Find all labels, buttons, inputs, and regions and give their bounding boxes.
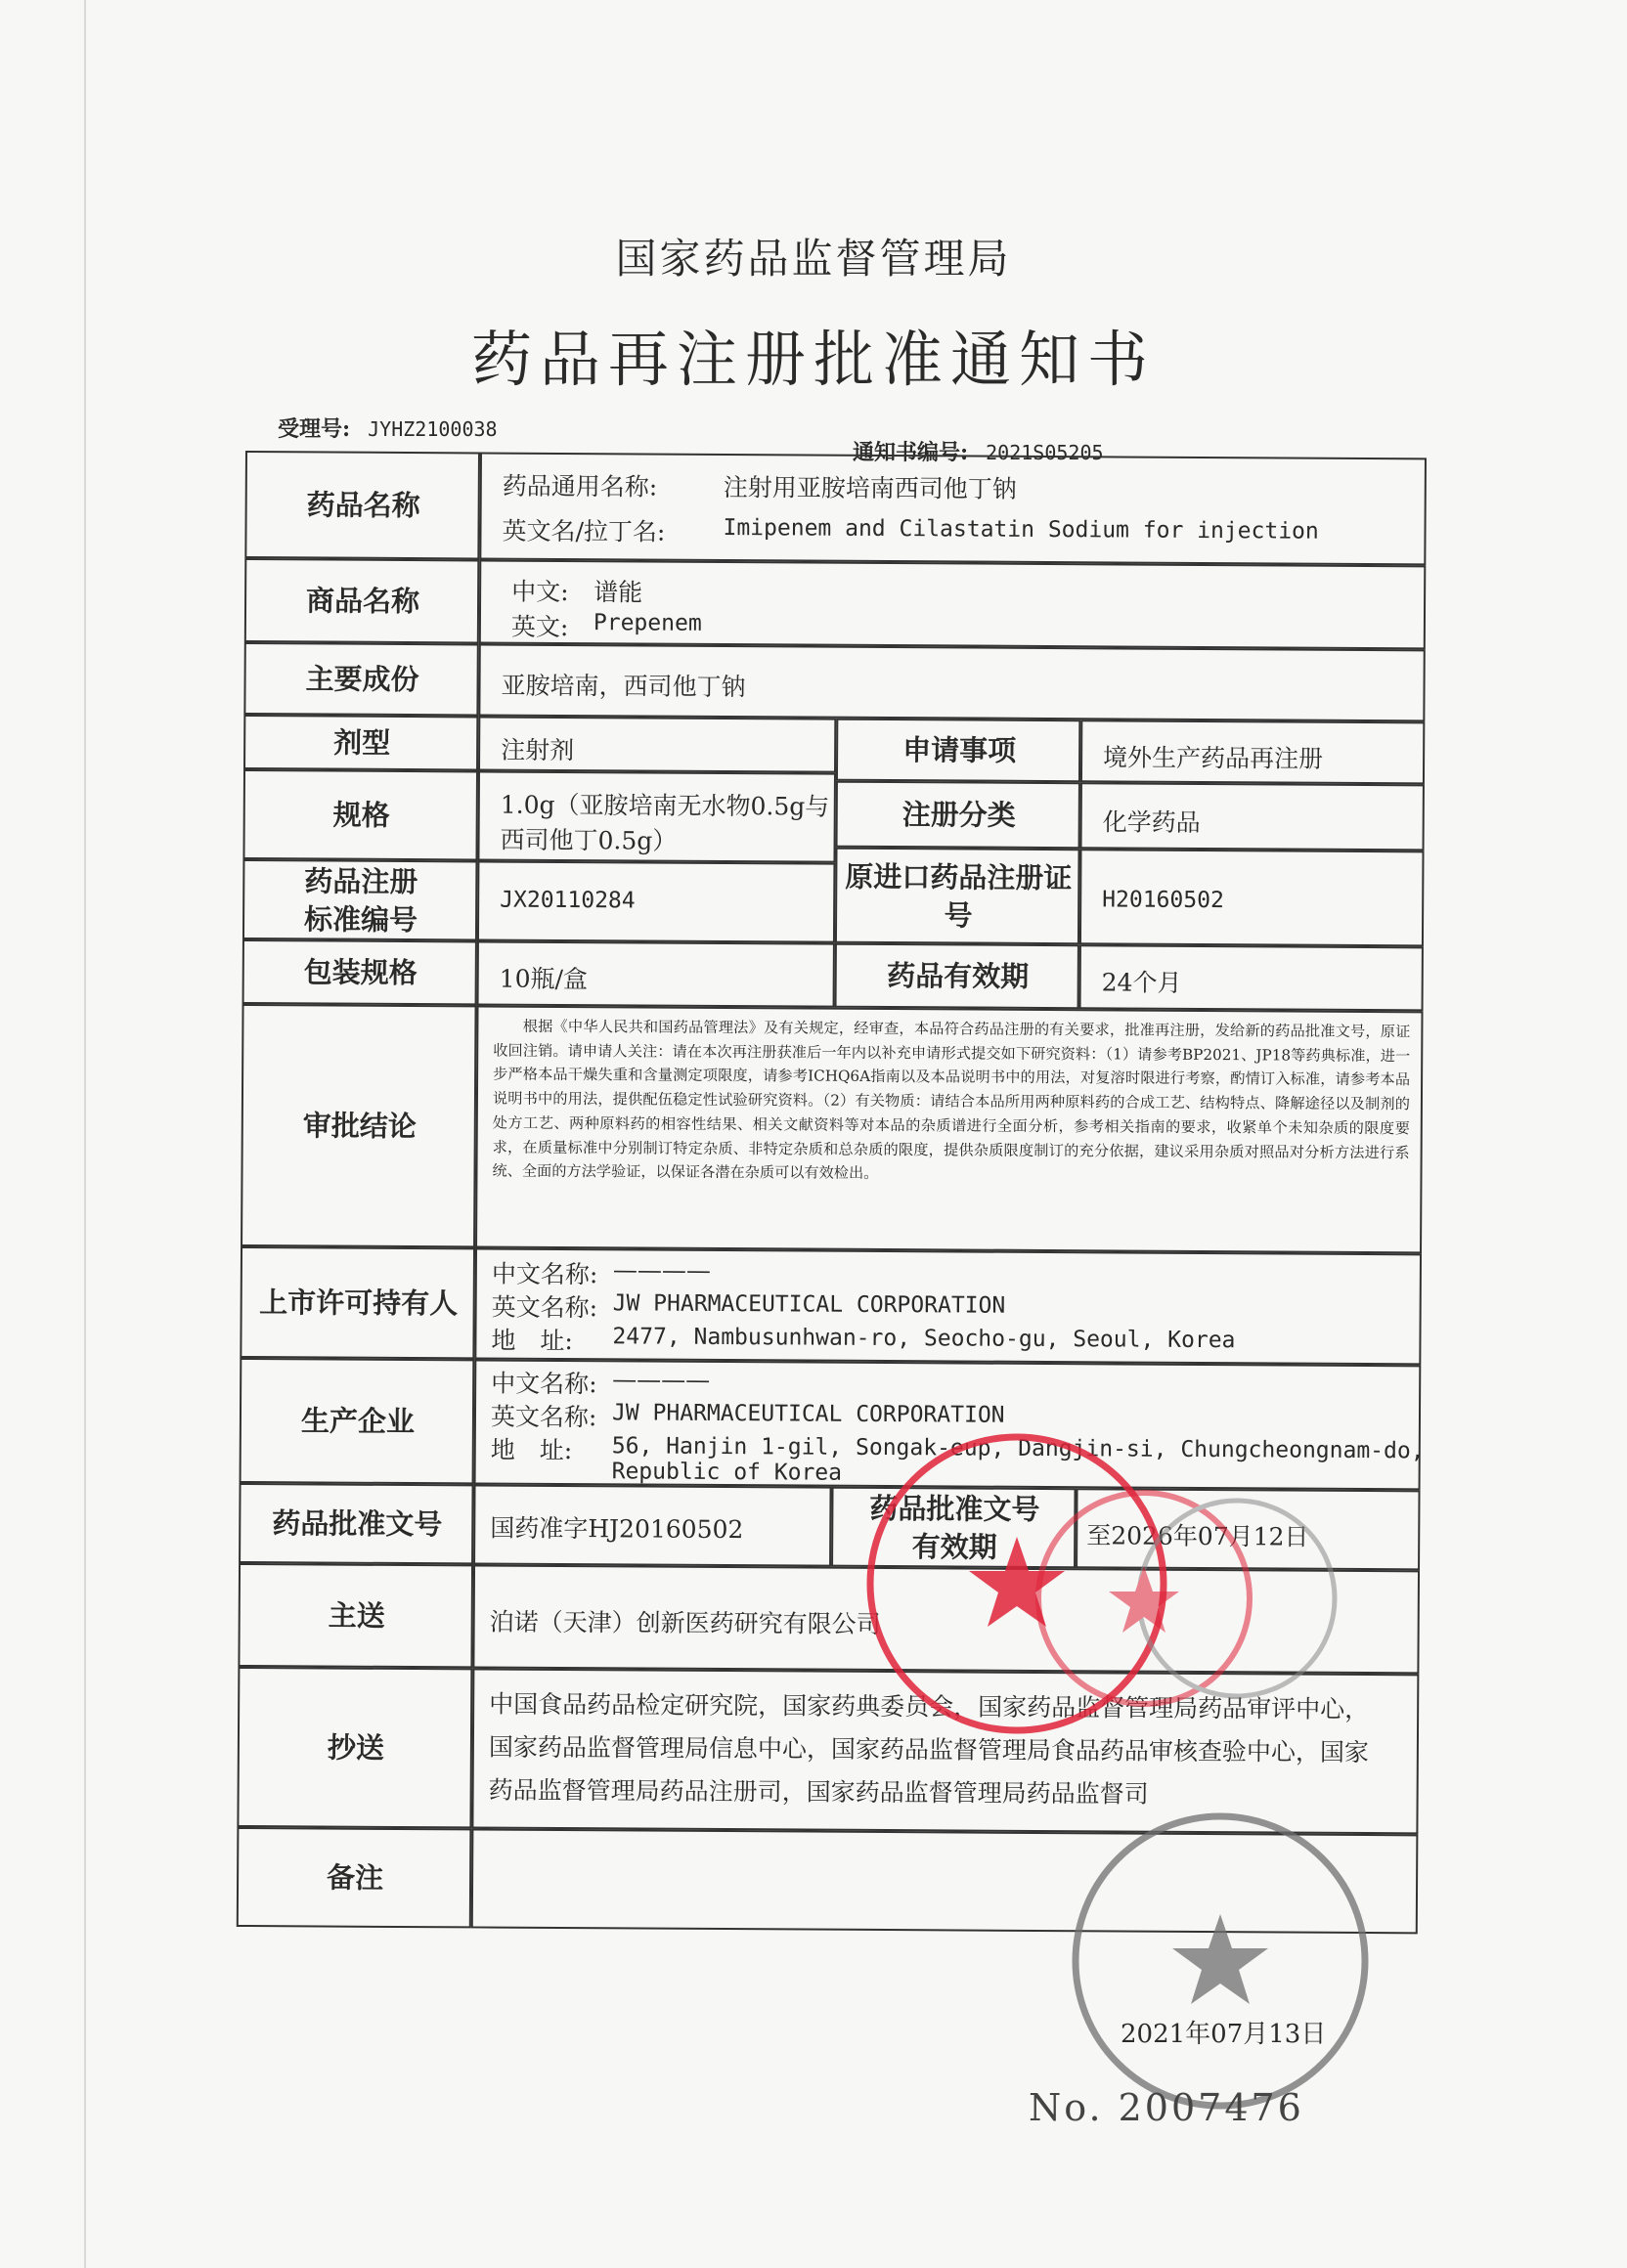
label-conclusion: 审批结论 (302, 1109, 417, 1144)
mah-address-label: 地 址: (491, 1326, 573, 1356)
acceptance-number (278, 413, 498, 443)
label-drug-name: 药品名称 (306, 488, 420, 523)
generic-name-value: 注射用亚胺培南西司他丁钠 (723, 472, 1017, 503)
label-mah: 上市许可持有人 (259, 1286, 459, 1321)
send-to-value: 泊诺（天津）创新医药研究有限公司 (489, 1607, 881, 1638)
conclusion-text: 根据《中华人民共和国药品管理法》及有关规定，经审查，本品符合药品注册的有关要求，批准再注册，发给新的药品批准文号，原证收回注销。请申请人关注：请在本次再注册获准后一年内以补充申请形式提交如下研究资料：（1）请参考BP2021、JP18等药典标准，进一步严格本品干燥失重和含量测定项限度，请参考ICHQ6A指南以及本品说明书中的用法，对复溶时限进行考察，酌情订入标准，请参考本品说明书中的用法，提供配伍稳定性试验研究资料。（2）有关物质：请结合本品所用两种原料药的合成工艺、结构特点、降解途径以及制剂的处方工艺、两种原料药的相容性结果、相关文献资料等对本品的杂质谱进行全面分析，参考相关指南的要求，收紧单个未知杂质的限度要求，在质量标准中分别制订特定杂质、非特定杂质和总杂质的限度，提供杂质限度制订的充分依据，建议采用杂质对照品对分析方法进行系统、全面的方法学验证，以保证各潜在杂质可以有效检出。 (492, 1017, 1411, 1183)
original-certificate-value: H20160502 (1102, 887, 1224, 914)
standard-number-value: JX20110284 (500, 887, 636, 914)
manufacturer-en-value: JW PHARMACEUTICAL CORPORATION (611, 1400, 1005, 1428)
label-original-certificate (836, 849, 1081, 946)
std-label-line-1: 药品注册 (304, 864, 418, 898)
english-name-value: Imipenem and Cilastatin Sodium for injection (723, 514, 1319, 545)
trade-en-label: 英文: (510, 612, 569, 642)
approval-number-value: 国药准字HJ20160502 (490, 1513, 744, 1545)
company-seal-upper (939, 1486, 1349, 1711)
label-remarks: 备注 (326, 1860, 384, 1896)
notice-value: 2021S05205 (986, 441, 1104, 464)
issue-date: 2021年07月13日 (1121, 2020, 1327, 2049)
generic-name-label: 药品通用名称: (502, 471, 658, 502)
label-reg-category: 注册分类 (901, 798, 1016, 833)
approval-validity-line-2: 有效期 (911, 1530, 997, 1564)
reg-category-value: 化学药品 (1102, 807, 1201, 837)
label-trade-name: 商品名称 (305, 584, 420, 619)
notice-label: 通知书编号: (853, 440, 969, 465)
issuing-authority: 国家药品监督管理局 (615, 235, 1012, 283)
acceptance-value: JYHZ2100038 (368, 417, 498, 441)
manufacturer-address-line-2: Republic of Korea (611, 1459, 843, 1486)
manufacturer-address-line-1: 56, Hanjin 1-gil, Songak-eup, Dangjin-si, Chungcheongnam-do, (611, 1433, 1425, 1464)
label-dosage-form: 剂型 (333, 725, 391, 761)
label-packaging: 包装规格 (303, 955, 418, 990)
trade-en-value: Prepenem (593, 610, 702, 636)
ingredients-value: 亚胺培南，西司他丁钠 (501, 671, 746, 702)
orig-label-line-2: 号 (944, 898, 973, 933)
label-ingredients: 主要成份 (305, 662, 419, 697)
label-cc: 抄送 (327, 1730, 385, 1766)
label-validity: 药品有效期 (887, 959, 1030, 994)
approval-validity-line-1: 药品批准文号 (869, 1491, 1040, 1526)
validity-value: 24个月 (1101, 968, 1182, 997)
mah-cn-label: 中文名称: (491, 1259, 598, 1289)
cc-line-3: 药品监督管理局药品注册司，国家药品监督管理局药品监督司 (488, 1775, 1149, 1809)
mah-address-value: 2477, Nambusunhwan-ro, Seocho-gu, Seoul, Korea (612, 1324, 1236, 1354)
label-manufacturer: 生产企业 (300, 1404, 416, 1439)
manufacturer-cn-label: 中文名称: (491, 1369, 597, 1399)
serial-number: No. 2007476 (1029, 2086, 1304, 2129)
mah-cn-value: ———— (612, 1255, 711, 1285)
cc-line-2: 国家药品监督管理局信息中心，国家药品监督管理局食品药品审核查验中心，国家 (488, 1732, 1369, 1767)
manufacturer-address-label: 地 址: (490, 1435, 573, 1465)
trade-cn-label: 中文: (511, 577, 569, 607)
label-approval-number: 药品批准文号 (272, 1506, 443, 1542)
orig-label-line-1: 原进口药品注册证 (845, 859, 1073, 895)
spec-line-2: 西司他丁0.5g） (500, 825, 678, 855)
mah-en-value: JW PHARMACEUTICAL CORPORATION (612, 1290, 1006, 1319)
label-application: 申请事项 (902, 733, 1017, 768)
spec-line-1: 1.0g（亚胺培南无水物0.5g与 (500, 790, 830, 821)
mah-en-label: 英文名称: (491, 1292, 598, 1323)
packaging-value: 10瓶/盒 (499, 964, 589, 994)
std-label-line-2: 标准编号 (303, 902, 418, 938)
manufacturer-cn-value: ———— (612, 1365, 711, 1394)
document-title: 药品再注册批准通知书 (470, 324, 1156, 395)
approval-validity-value: 至2026年07月12日 (1086, 1521, 1309, 1551)
application-value: 境外生产药品再注册 (1103, 743, 1324, 773)
approval-form (238, 452, 1428, 1935)
trade-cn-value: 谱能 (594, 578, 643, 607)
english-name-label: 英文名/拉丁名: (502, 516, 666, 546)
dosage-form-value: 注射剂 (501, 735, 575, 765)
official-registration-seal (1064, 1805, 1377, 2117)
label-send-to: 主送 (328, 1598, 385, 1634)
label-standard-number (243, 860, 478, 941)
manufacturer-en-label: 英文名称: (490, 1402, 597, 1432)
cc-line-1: 中国食品药品检定研究院，国家药典委员会，国家药品监督管理局药品审评中心， (489, 1689, 1370, 1724)
acceptance-label: 受理号: (278, 416, 351, 442)
label-spec: 规格 (332, 798, 390, 833)
